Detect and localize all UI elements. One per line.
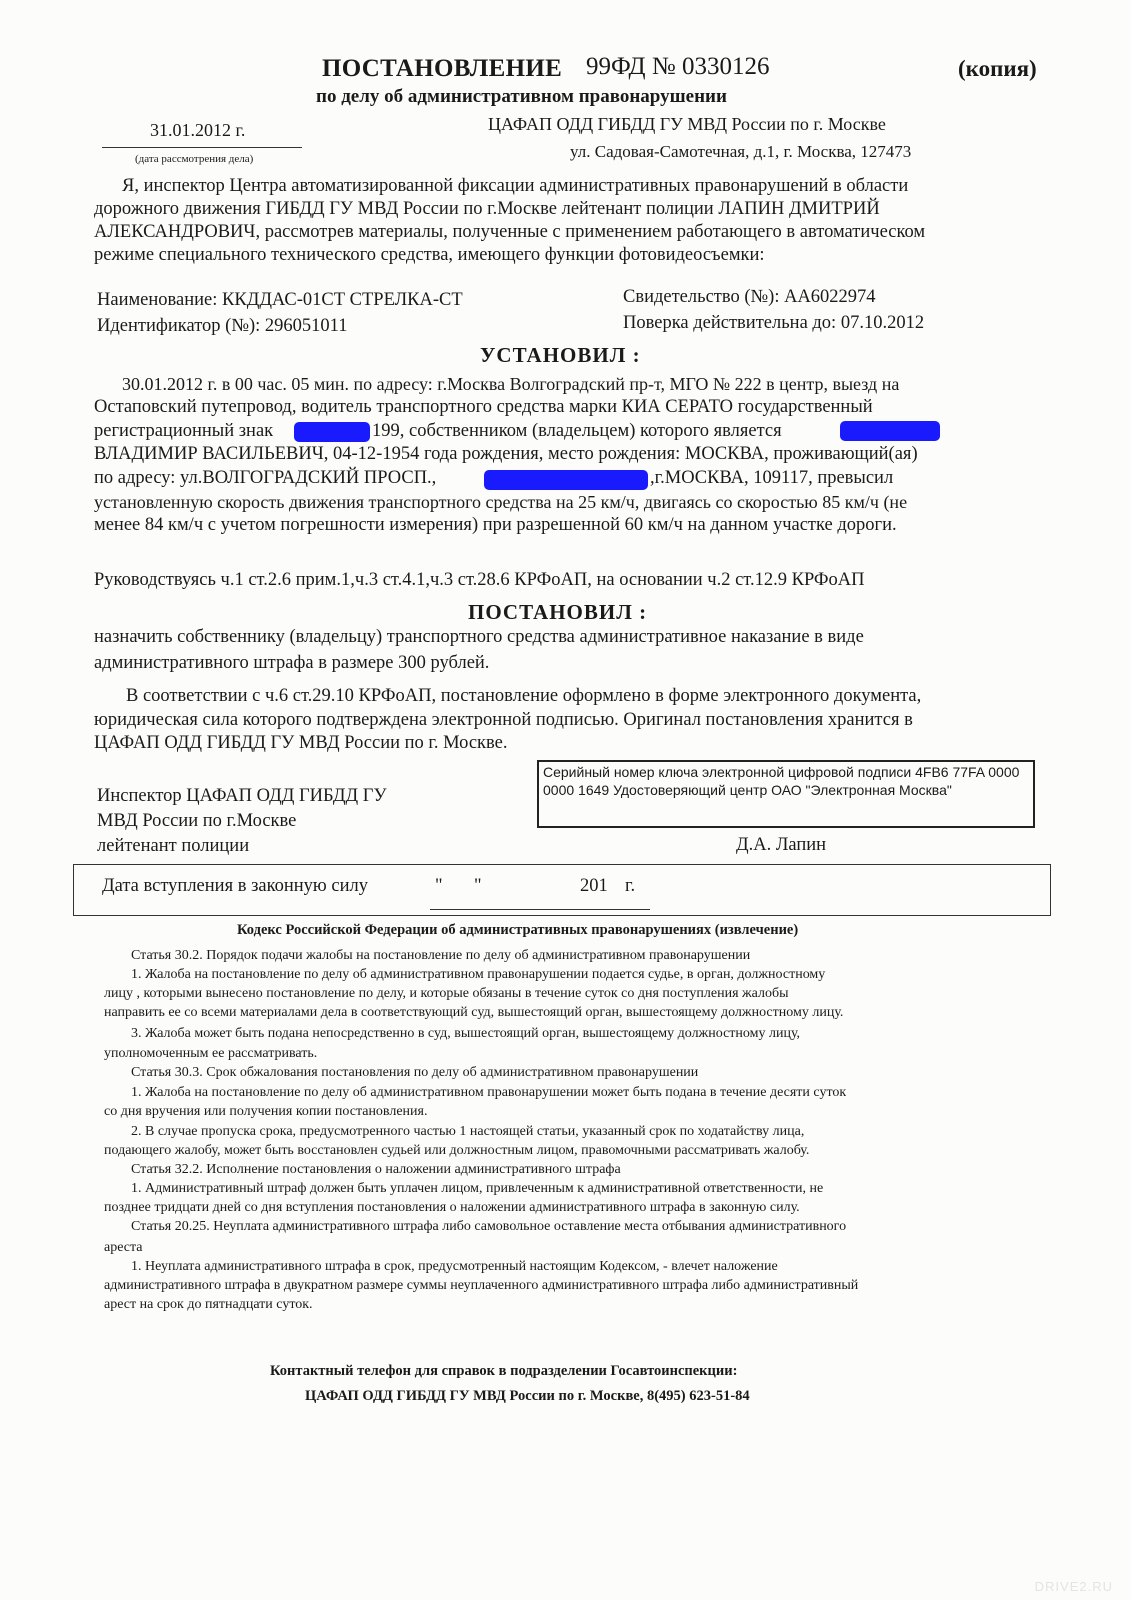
intro-line-2: дорожного движения ГИБДД ГУ МВД России по г.Москве лейтенант полиции ЛАПИН ДМИТРИЙ bbox=[94, 199, 880, 219]
established-line-1: 30.01.2012 г. в 00 час. 05 мин. по адресу: г.Москва Волгоградский пр-т, МГО № 222 в центр, выезд на bbox=[122, 374, 900, 394]
law-line: лицу , которыми вынесено постановление по делу, и которые обязаны в течение суток со дня поступления жалобы bbox=[104, 986, 789, 1001]
document-title: ПОСТАНОВЛЕНИЕ bbox=[322, 55, 563, 82]
law-line: уполномоченным ее рассматривать. bbox=[104, 1046, 318, 1061]
established-line-3b: 199, собственником (владельцем) которого является bbox=[372, 421, 782, 441]
contact-line-2: ЦАФАП ОДД ГИБДД ГУ МВД России по г. Москве, 8(495) 623-51-84 bbox=[305, 1388, 750, 1404]
site-watermark: DRIVE2.RU bbox=[1034, 1579, 1113, 1594]
decided-line-1: назначить собственнику (владельцу) транспортного средства административное наказание в виде bbox=[94, 627, 864, 647]
copy-mark: (копия) bbox=[958, 56, 1037, 81]
redaction-owner-name bbox=[840, 421, 940, 441]
document-number: 99ФД № 0330126 bbox=[586, 53, 770, 80]
law-line: административного штрафа в двукратном размере суммы неуплаченного административного штрафа либо административный bbox=[104, 1278, 859, 1293]
law-line: 1. Жалоба на постановление по делу об административном правонарушении подается судье, в орган, должностному bbox=[131, 967, 826, 982]
established-line-3a: регистрационный знак bbox=[94, 421, 274, 441]
law-line: арест на срок до пятнадцати суток. bbox=[104, 1297, 313, 1312]
established-line-7: менее 84 км/ч с учетом погрешности измерения) при разрешенной 60 км/ч на данном участке дороги. bbox=[94, 515, 897, 535]
law-line: Статья 30.3. Срок обжалования постановления по делу об административном правонарушении bbox=[131, 1065, 699, 1080]
authority-address: ул. Садовая-Самотечная, д.1, г. Москва, 127473 bbox=[570, 142, 912, 161]
law-line: Статья 32.2. Исполнение постановления о наложении административного штрафа bbox=[131, 1162, 621, 1177]
law-line: 2. В случае пропуска срока, предусмотренного частью 1 настоящей статьи, указанный срок по ходатайству лица, bbox=[131, 1124, 805, 1139]
intro-line-1: Я, инспектор Центра автоматизированной фиксации административных правонарушений в области bbox=[122, 176, 909, 196]
authority-name: ЦАФАП ОДД ГИБДД ГУ МВД России по г. Москве bbox=[488, 114, 886, 134]
decided-line-4: юридическая сила которого подтверждена электронной подписью. Оригинал постановления хранится в bbox=[94, 710, 913, 730]
contact-line-1: Контактный телефон для справок в подразделении Госавтоинспекции: bbox=[270, 1363, 738, 1379]
device-name: Наименование: ККДДАС-01СТ СТРЕЛКА-СТ bbox=[97, 290, 463, 310]
law-line: подающего жалобу, может быть восстановлен судьей или должностным лицом, правомочными рассматривать жалобу. bbox=[104, 1143, 810, 1158]
law-line: Статья 30.2. Порядок подачи жалобы на постановление по делу об административном правонарушении bbox=[131, 948, 751, 963]
decided-line-5: ЦАФАП ОДД ГИБДД ГУ МВД России по г. Москве. bbox=[94, 733, 508, 753]
decided-line-3: В соответствии с ч.6 ст.29.10 КРФоАП, постановление оформлено в форме электронного документа, bbox=[126, 686, 922, 706]
redaction-address bbox=[484, 470, 648, 490]
law-line: со дня вручения или получения копии постановления. bbox=[104, 1104, 428, 1119]
document-subtitle: по делу об административном правонарушении bbox=[316, 86, 727, 107]
effective-year-suffix: г. bbox=[625, 876, 636, 896]
review-date-caption: (дата рассмотрения дела) bbox=[135, 153, 254, 165]
effective-date-label: Дата вступления в законную силу bbox=[102, 876, 368, 896]
review-date: 31.01.2012 г. bbox=[150, 120, 246, 140]
device-certificate: Свидетельство (№): АА6022974 bbox=[623, 287, 876, 307]
decided-heading: ПОСТАНОВИЛ : bbox=[468, 600, 648, 624]
law-line: 3. Жалоба может быть подана непосредственно в суд, вышестоящий орган, вышестоящему должностному лицу, bbox=[131, 1026, 801, 1041]
inspector-title-line-1: Инспектор ЦАФАП ОДД ГИБДД ГУ bbox=[97, 786, 387, 806]
digital-signature-box: Серийный номер ключа электронной цифровой подписи 4FB6 77FA 0000 0000 1649 Удостоверяющий центр ОАО "Электронная Москва" bbox=[537, 760, 1035, 828]
law-line: Статья 20.25. Неуплата административного штрафа либо самовольное оставление места отбывания административного bbox=[131, 1219, 847, 1234]
device-id: Идентификатор (№): 296051011 bbox=[97, 316, 348, 336]
effective-quote-open: " bbox=[435, 876, 443, 896]
decided-line-2: административного штрафа в размере 300 рублей. bbox=[94, 653, 490, 673]
inspector-title-line-2: МВД России по г.Москве bbox=[97, 811, 297, 831]
law-line: ареста bbox=[104, 1240, 143, 1255]
established-line-6: установленную скорость движения транспортного средства на 25 км/ч, двигаясь со скоростью 85 км/ч (не bbox=[94, 492, 908, 512]
effective-date-underline bbox=[430, 909, 650, 910]
guided-by-text: Руководствуясь ч.1 ст.2.6 прим.1,ч.3 ст.4.1,ч.3 ст.28.6 КРФоАП, на основании ч.2 ст.12.9 КРФоАП bbox=[94, 570, 865, 590]
inspector-title-line-3: лейтенант полиции bbox=[97, 836, 250, 856]
established-heading: УСТАНОВИЛ : bbox=[480, 343, 641, 367]
intro-line-3: АЛЕКСАНДРОВИЧ, рассмотрев материалы, полученные с применением работающего в автоматическом bbox=[94, 222, 926, 242]
law-line: позднее тридцати дней со дня вступления постановления о наложении административного штрафа в законную силу. bbox=[104, 1200, 800, 1215]
established-line-5b: ,г.МОСКВА, 109117, превысил bbox=[650, 468, 894, 488]
law-line: направить ее со всеми материалами дела в соответствующий суд, вышестоящий орган, вышестоящему должностному лицу. bbox=[104, 1005, 844, 1020]
redaction-plate bbox=[294, 422, 370, 442]
law-line: 1. Административный штраф должен быть уплачен лицом, привлеченным к административной ответственности, не bbox=[131, 1181, 824, 1196]
established-line-5a: по адресу: ул.ВОЛГОГРАДСКИЙ ПРОСП., bbox=[94, 468, 437, 488]
device-valid-until: Поверка действительна до: 07.10.2012 bbox=[623, 313, 925, 333]
effective-year: 201 bbox=[580, 876, 608, 896]
law-line: 1. Жалоба на постановление по делу об административном правонарушении может быть подана в течение десяти суток bbox=[131, 1085, 847, 1100]
law-line: 1. Неуплата административного штрафа в срок, предусмотренный настоящим Кодексом, - влечет наложение bbox=[131, 1259, 778, 1274]
established-line-4: ВЛАДИМИР ВАСИЛЬЕВИЧ, 04-12-1954 года рождения, место рождения: МОСКВА, проживающий(ая) bbox=[94, 444, 918, 464]
date-underline bbox=[102, 147, 302, 148]
established-line-2: Остаповский путепровод, водитель транспортного средства марки КИА СЕРАТО государственный bbox=[94, 397, 873, 417]
effective-quote-close: " bbox=[474, 876, 482, 896]
law-extract-title: Кодекс Российской Федерации об административных правонарушениях (извлечение) bbox=[237, 922, 799, 938]
intro-line-4: режиме специального технического средства, имеющего функции фотовидеосъемки: bbox=[94, 245, 765, 265]
signer-name: Д.А. Лапин bbox=[736, 835, 827, 855]
